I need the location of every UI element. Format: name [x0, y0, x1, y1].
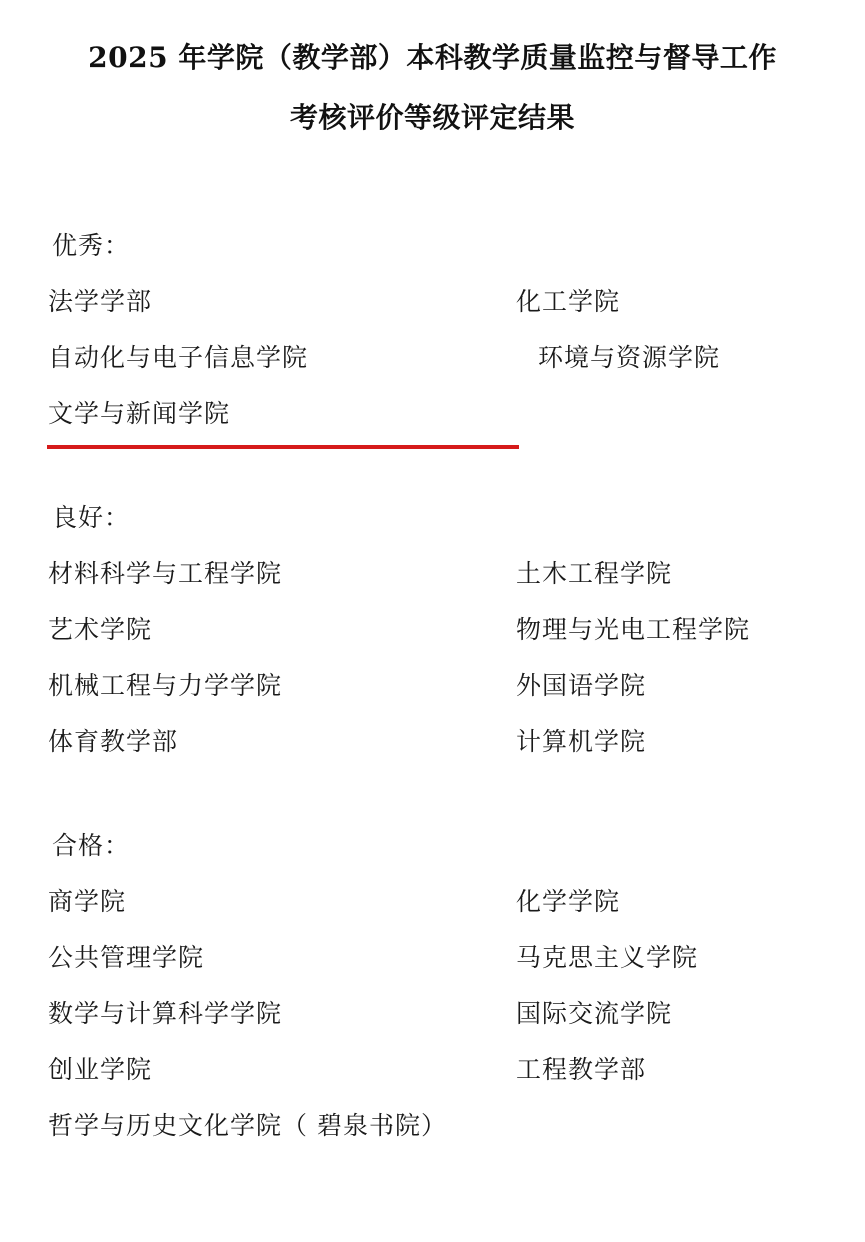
unit-row: [48, 1098, 821, 1154]
unit-name: 自动化与电子信息学院: [48, 343, 309, 372]
unit-row: [48, 714, 821, 770]
page-title-line-1: 2025 年学院（教学部）本科教学质量监控与督导工作: [88, 41, 777, 74]
unit-row: [48, 602, 821, 658]
unit-name: 工程教学部: [516, 1055, 647, 1084]
unit-name: 马克思主义学院: [516, 943, 699, 972]
grade-group-pass: [48, 818, 821, 1154]
grade-group-good: [48, 490, 821, 770]
unit-row: [48, 386, 821, 442]
unit-name: 材料科学与工程学院: [48, 559, 283, 588]
unit-row: [48, 986, 821, 1042]
unit-row: [48, 274, 821, 330]
page-title: [44, 28, 821, 148]
unit-name: 艺术学院: [48, 615, 153, 644]
unit-name: 计算机学院: [516, 727, 647, 756]
unit-name: 创业学院: [48, 1055, 153, 1084]
unit-name: 化工学院: [516, 287, 621, 316]
unit-name: 数学与计算科学学院: [48, 999, 283, 1028]
unit-row: [48, 1042, 821, 1098]
unit-name: 化学学院: [516, 887, 621, 916]
unit-row: [48, 658, 821, 714]
unit-name: 机械工程与力学学院: [48, 671, 283, 700]
unit-name: 商学院: [48, 887, 127, 916]
page-title-line-2: 考核评价等级评定结果: [289, 101, 575, 134]
unit-name: 土木工程学院: [516, 559, 673, 588]
unit-row: [48, 546, 821, 602]
unit-name: 外国语学院: [516, 671, 647, 700]
unit-name: 国际交流学院: [516, 999, 673, 1028]
unit-row: [48, 330, 821, 386]
unit-name: 法学学部: [48, 287, 153, 316]
unit-name-highlighted: 文学与新闻学院: [48, 386, 516, 442]
grade-group-excellent: [48, 218, 821, 442]
unit-name: 体育教学部: [48, 727, 179, 756]
unit-name: 公共管理学院: [48, 943, 205, 972]
unit-name: 环境与资源学院: [538, 343, 721, 372]
unit-name: 哲学与历史文化学院（ 碧泉书院）: [48, 1111, 447, 1140]
grade-label: 合格：: [52, 831, 131, 860]
grade-label: 优秀：: [52, 231, 131, 260]
results-body: [44, 218, 821, 1154]
grade-label: 良好：: [52, 503, 131, 532]
unit-name: 物理与光电工程学院: [516, 615, 751, 644]
unit-row: [48, 874, 821, 930]
unit-row: [48, 930, 821, 986]
